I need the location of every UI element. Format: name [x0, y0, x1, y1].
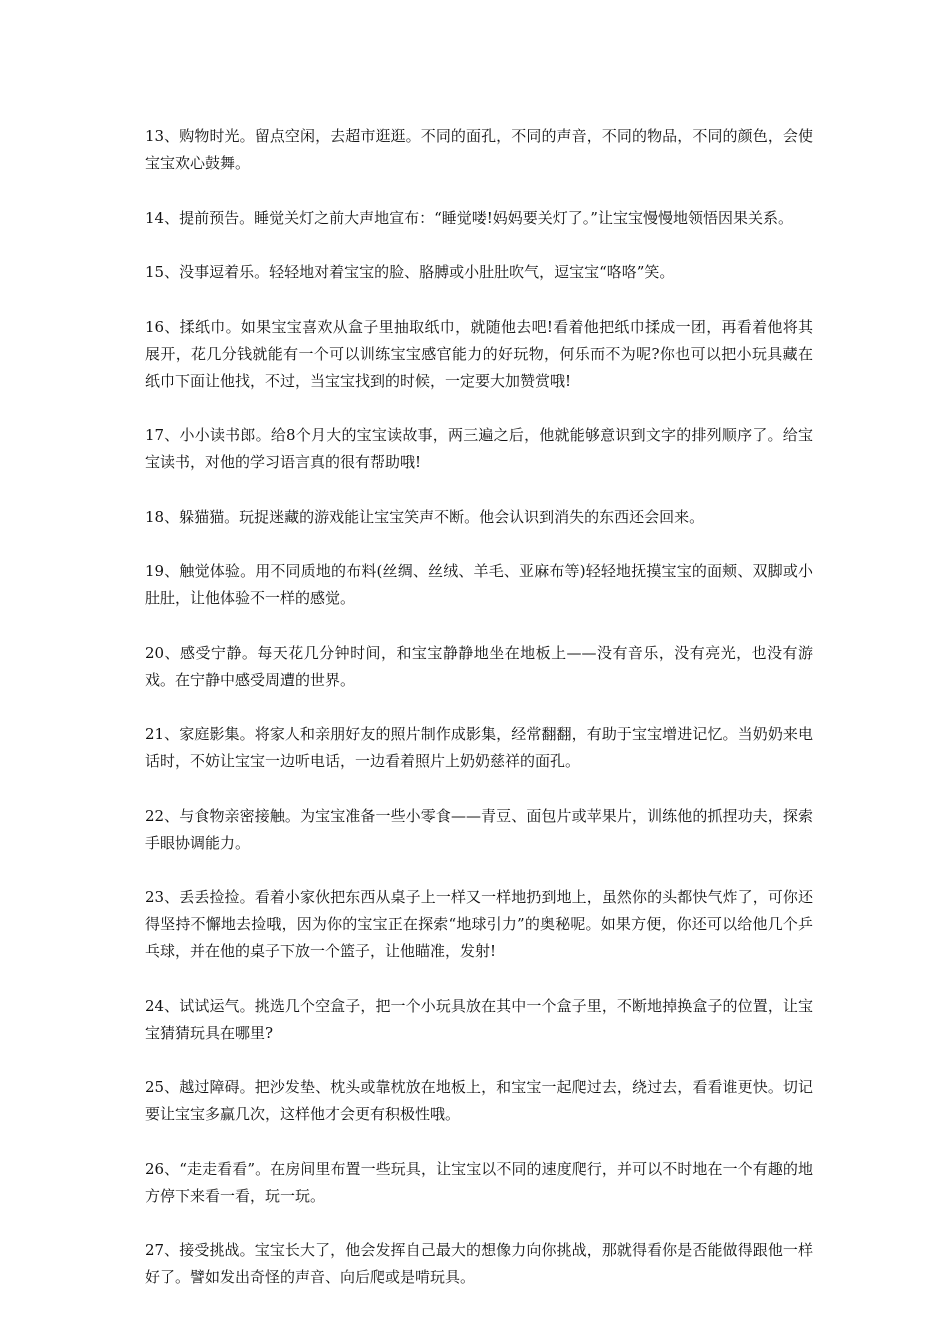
paragraph-18: 18、躲猫猫。玩捉迷藏的游戏能让宝宝笑声不断。他会认识到消失的东西还会回来。 [145, 507, 705, 526]
paragraph-13: 13、购物时光。留点空闲，去超市逛逛。不同的面孔，不同的声音，不同的物品，不同的颜色，会使宝宝欢心鼓舞。 [145, 127, 813, 172]
paragraph-26: 26、“走走看看”。在房间里布置一些玩具，让宝宝以不同的速度爬行，并可以不时地在一个有趣的地方停下来看一看，玩一玩。 [145, 1159, 813, 1205]
paragraph-23: 23、丢丢捡捡。看着小家伙把东西从桌子上一样又一样地扔到地上，虽然你的头都快气炸了，可你还得坚持不懈地去捡哦，因为你的宝宝正在探索“地球引力”的奥秘呢。如果方便，你还可以给他几个乒乓球，并在他的桌子下放一个篮子，让他瞄准，发射! [145, 888, 813, 960]
paragraph-24: 24、试试运气。挑选几个空盒子，把一个小玩具放在其中一个盒子里，不断地掉换盒子的位置，让宝宝猜猜玩具在哪里? [145, 996, 813, 1042]
paragraph-25: 25、越过障碍。把沙发垫、枕头或靠枕放在地板上，和宝宝一起爬过去，绕过去，看看谁更快。切记要让宝宝多赢几次，这样他才会更有积极性哦。 [145, 1078, 813, 1123]
paragraph-15: 15、没事逗着乐。轻轻地对着宝宝的脸、胳膊或小肚肚吹气，逗宝宝“咯咯”笑。 [145, 263, 675, 281]
document-body [145, 123, 813, 1319]
paragraph-22: 22、与食物亲密接触。为宝宝准备一些小零食——青豆、面包片或苹果片，训练他的抓捏功夫，探索手眼协调能力。 [145, 806, 813, 852]
paragraph-21: 21、家庭影集。将家人和亲朋好友的照片制作成影集，经常翻翻，有助于宝宝增进记忆。当奶奶来电话时，不妨让宝宝一边听电话，一边看着照片上奶奶慈祥的面孔。 [145, 725, 813, 770]
paragraph-19: 19、触觉体验。用不同质地的布料(丝绸、丝绒、羊毛、亚麻布等)轻轻地抚摸宝宝的面颊、双脚或小肚肚，让他体验不一样的感觉。 [145, 562, 813, 607]
paragraph-17: 17、小小读书郎。给8个月大的宝宝读故事，两三遍之后，他就能够意识到文字的排列顺序了。给宝宝读书，对他的学习语言真的很有帮助哦! [145, 426, 813, 471]
paragraph-20: 20、感受宁静。每天花几分钟时间，和宝宝静静地坐在地板上——没有音乐，没有亮光，也没有游戏。在宁静中感受周遭的世界。 [145, 643, 813, 689]
paragraph-14: 14、提前预告。睡觉关灯之前大声地宣布：“睡觉喽!妈妈要关灯了。”让宝宝慢慢地领悟因果关系。 [145, 208, 793, 227]
paragraph-27: 27、接受挑战。宝宝长大了，他会发挥自己最大的想像力向你挑战，那就得看你是否能做得跟他一样好了。譬如发出奇怪的声音、向后爬或是啃玩具。 [145, 1241, 813, 1286]
paragraph-16: 16、揉纸巾。如果宝宝喜欢从盒子里抽取纸巾，就随他去吧!看着他把纸巾揉成一团，再看着他将其展开，花几分钱就能有一个可以训练宝宝感官能力的好玩物，何乐而不为呢?你也可以把小玩具藏在纸巾下面让他找，不过，当宝宝找到的时候，一定要大加赞赏哦! [145, 317, 813, 390]
